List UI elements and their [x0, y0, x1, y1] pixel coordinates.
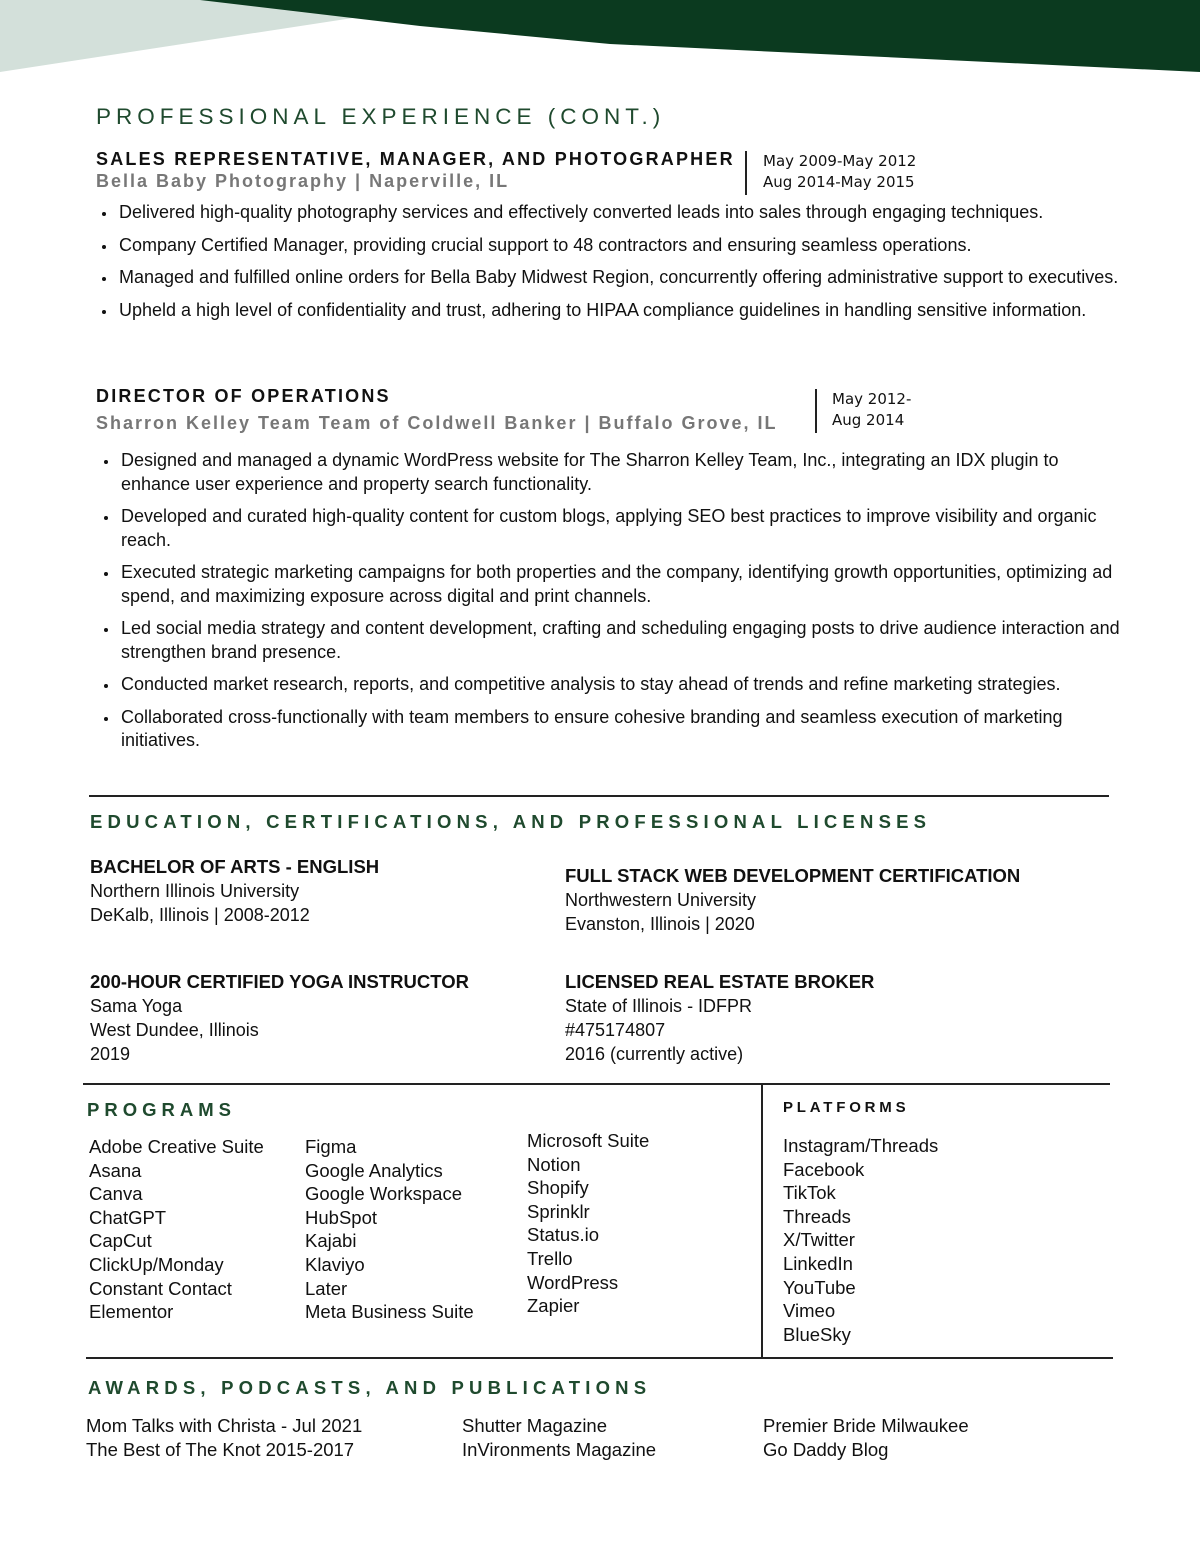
platform-item: LinkedIn — [783, 1252, 853, 1274]
award-item: InVironments Magazine — [462, 1439, 657, 1460]
job-date-line: Aug 2014-May 2015 — [763, 173, 915, 191]
education-entry — [90, 970, 469, 1066]
programs-column — [305, 1135, 474, 1324]
programs-column — [89, 1135, 264, 1324]
bullet-item: • Developed and curated high-quality content for custom blogs, applying SEO best practices to improve visibility and organic reach. — [119, 505, 1124, 552]
platform-item: Instagram/Threads — [783, 1135, 939, 1156]
job-company: Bella Baby Photography | Naperville, IL — [96, 171, 510, 191]
date-separator — [745, 151, 747, 195]
program-item: Klaviyo — [305, 1253, 365, 1275]
section-divider — [86, 1357, 1113, 1359]
award-item: Premier Bride Milwaukee — [763, 1415, 969, 1436]
awards-section-title: AWARDS, PODCASTS, AND PUBLICATIONS — [88, 1377, 652, 1398]
program-item: Meta Business Suite — [305, 1301, 474, 1323]
program-item: Shopify — [527, 1177, 589, 1199]
platform-item: BlueSky — [783, 1323, 851, 1345]
program-item: Kajabi — [305, 1230, 357, 1252]
program-item: Elementor — [89, 1301, 174, 1323]
program-item: Microsoft Suite — [527, 1130, 650, 1151]
award-item: Go Daddy Blog — [763, 1439, 889, 1460]
education-entry — [565, 970, 874, 1066]
programs-section-title: PROGRAMS — [87, 1099, 236, 1120]
education-line: Northwestern University — [565, 890, 757, 910]
platforms-section-title: PLATFORMS — [783, 1099, 910, 1116]
awards-column — [462, 1414, 656, 1462]
education-line: 2016 (currently active) — [565, 1044, 744, 1064]
date-separator — [815, 389, 817, 433]
bullet-item: • Company Certified Manager, providing crucial support to 48 contractors and ensuring seamless operations. — [117, 234, 1127, 258]
job-date-line: May 2009-May 2012 — [763, 152, 917, 170]
header-decoration — [0, 0, 1200, 80]
program-item: Zapier — [527, 1295, 580, 1317]
program-item: Figma — [305, 1136, 357, 1157]
job-company: Sharron Kelley Team Team of Coldwell Banker | Buffalo Grove, IL — [96, 413, 778, 433]
bullet-item: • Upheld a high level of confidentiality and trust, adhering to HIPAA compliance guidelines in handling sensitive information. — [117, 299, 1127, 323]
section-divider — [83, 1083, 1110, 1085]
program-item: Asana — [89, 1159, 142, 1181]
platform-item: Facebook — [783, 1158, 865, 1180]
program-item: CapCut — [89, 1230, 152, 1252]
bullet-item: • Led social media strategy and content development, crafting and scheduling engaging posts to drive audience interaction and strengthen brand presence. — [119, 617, 1124, 664]
platform-item: Threads — [783, 1205, 851, 1227]
awards-column — [86, 1414, 362, 1462]
education-line: DeKalb, Illinois | 2008-2012 — [90, 905, 310, 925]
bullet-item: • Delivered high-quality photography services and effectively converted leads into sales through engaging techniques. — [117, 201, 1127, 225]
education-title: 200-HOUR CERTIFIED YOGA INSTRUCTOR — [90, 971, 469, 992]
education-line: Evanston, Illinois | 2020 — [565, 914, 755, 934]
award-item: Mom Talks with Christa - Jul 2021 — [86, 1415, 363, 1436]
section-divider — [89, 795, 1109, 797]
bullet-item: • Managed and fulfilled online orders for Bella Baby Midwest Region, concurrently offering administrative support to executives. — [117, 266, 1127, 290]
program-item: Canva — [89, 1183, 143, 1205]
job-dates — [832, 389, 911, 431]
job-date-line: Aug 2014 — [832, 411, 905, 429]
program-item: HubSpot — [305, 1206, 377, 1228]
education-title: FULL STACK WEB DEVELOPMENT CERTIFICATION — [565, 865, 1021, 886]
program-item: Sprinklr — [527, 1200, 590, 1222]
program-item: Notion — [527, 1153, 581, 1175]
program-item: Status.io — [527, 1224, 599, 1246]
job-bullets — [95, 449, 1124, 762]
job-title: DIRECTOR OF OPERATIONS — [96, 386, 391, 406]
platforms-column — [783, 1134, 938, 1346]
education-line: State of Illinois - IDFPR — [565, 996, 753, 1016]
education-entry — [90, 855, 379, 927]
program-item: Trello — [527, 1247, 573, 1269]
award-item: Shutter Magazine — [462, 1415, 608, 1436]
education-line: 2019 — [90, 1044, 131, 1064]
education-line: West Dundee, Illinois — [90, 1020, 259, 1040]
platform-item: Vimeo — [783, 1300, 836, 1322]
program-item: Adobe Creative Suite — [89, 1136, 264, 1157]
awards-column — [763, 1414, 969, 1462]
programs-column — [527, 1129, 649, 1318]
platform-item: X/Twitter — [783, 1229, 855, 1251]
program-item: WordPress — [527, 1271, 619, 1293]
bullet-item: • Executed strategic marketing campaigns for both properties and the company, identifying growth opportunities, optimizing ad spend, and maximizing exposure across digital and print channels. — [119, 561, 1124, 608]
platform-item: YouTube — [783, 1276, 856, 1298]
job-title: SALES REPRESENTATIVE, MANAGER, AND PHOTOGRAPHER — [96, 149, 735, 169]
job-dates — [763, 151, 916, 193]
education-line: #475174807 — [565, 1020, 666, 1040]
program-item: Google Workspace — [305, 1183, 462, 1205]
education-line: Northern Illinois University — [90, 881, 300, 901]
header-dark-band — [200, 0, 1200, 72]
program-item: Later — [305, 1277, 348, 1299]
program-item: Constant Contact — [89, 1277, 232, 1299]
education-title: BACHELOR OF ARTS - ENGLISH — [90, 856, 380, 877]
programs-platforms-divider — [761, 1084, 763, 1358]
experience-section-title: PROFESSIONAL EXPERIENCE (CONT.) — [96, 104, 666, 129]
program-item: Google Analytics — [305, 1159, 443, 1181]
education-entry — [565, 864, 1020, 936]
education-line: Sama Yoga — [90, 996, 183, 1016]
bullet-item: • Conducted market research, reports, and competitive analysis to stay ahead of trends and refine marketing strategies. — [119, 673, 1124, 697]
job-bullets — [93, 201, 1127, 331]
program-item: ClickUp/Monday — [89, 1253, 224, 1275]
education-title: LICENSED REAL ESTATE BROKER — [565, 971, 875, 992]
program-item: ChatGPT — [89, 1206, 167, 1228]
job-date-line: May 2012- — [832, 390, 912, 408]
platform-item: TikTok — [783, 1182, 836, 1204]
bullet-item: • Collaborated cross-functionally with team members to ensure cohesive branding and seamless execution of marketing initiatives. — [119, 706, 1124, 753]
bullet-item: • Designed and managed a dynamic WordPress website for The Sharron Kelley Team, Inc., integrating an IDX plugin to enhance user experience and property search functionality. — [119, 449, 1124, 496]
education-section-title: EDUCATION, CERTIFICATIONS, AND PROFESSIONAL LICENSES — [90, 811, 932, 832]
award-item: The Best of The Knot 2015-2017 — [86, 1439, 355, 1460]
